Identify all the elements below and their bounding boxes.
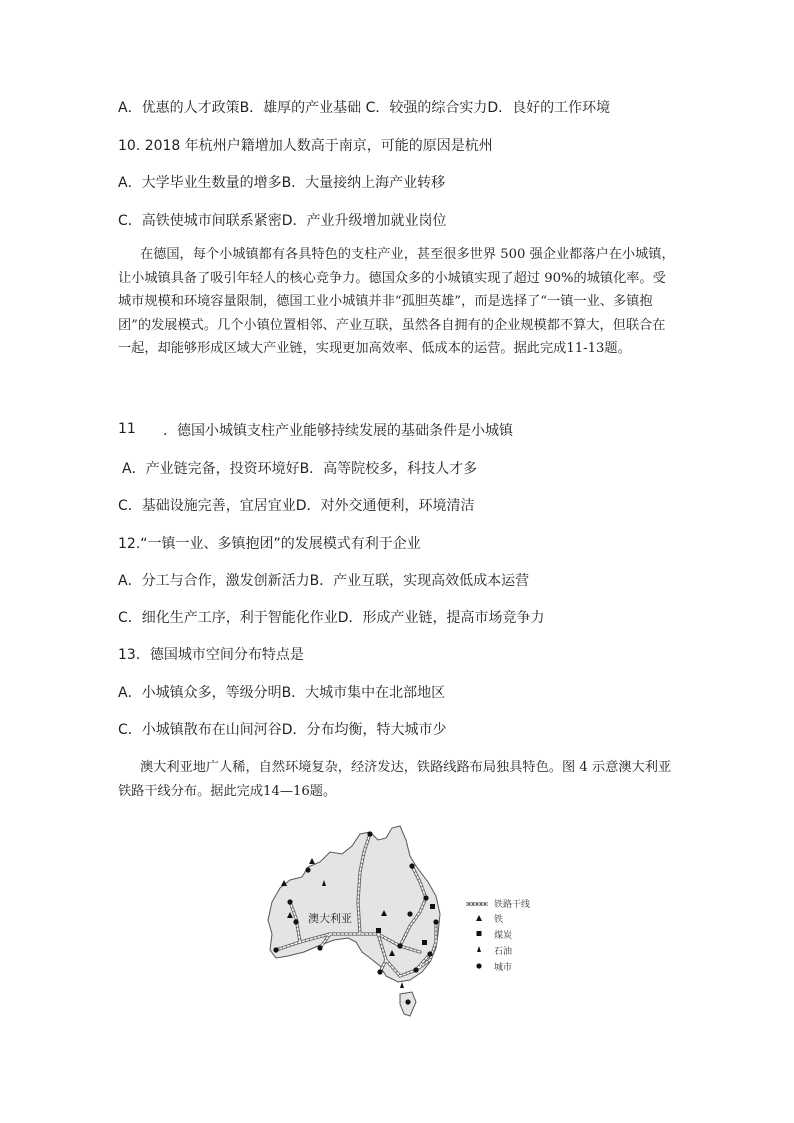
q10-options-ab: A．大学毕业生数量的增多B．大量接纳上海产业转移 <box>118 175 446 191</box>
iron-triangle <box>309 858 315 864</box>
q11-number: 11 <box>118 421 136 437</box>
q13-options-cd: C．小城镇散布在山间河谷D．分布均衡，特大城市少 <box>118 722 447 738</box>
oil-teardrop <box>400 982 404 988</box>
legend-iron-symbol <box>476 915 482 921</box>
city-dot <box>405 999 410 1004</box>
legend-oil-label: 石油 <box>494 947 513 957</box>
city-dot <box>423 895 428 900</box>
q13-options-ab: A．小城镇众多，等级分明B．大城市集中在北部地区 <box>118 685 446 701</box>
legend-city-label: 城市 <box>494 963 513 973</box>
city-dot <box>397 943 402 948</box>
passage-germany-text: 在德国，每个小城镇都有各具特色的支柱产业，甚至很多世界 500 强企业都落户在小城镇，让小城镇具备了吸引年轻人的核心竞争力。德国众多的小城镇实现了超过 90%的城镇化率。受城市规模和环境容量限制，德国工业小城镇并非“孤胆英雄”，而是选择了“一镇一业、多镇抱团”的发展模式。几个小镇位置相邻、产业互联，虽然各自拥有的企业规模都不算大，但联合在一起，却能够形成区域大产业链，实现更加高效率、低成本的运营。据此完成11-13题。 <box>118 247 675 356</box>
city-dot <box>273 947 278 952</box>
city-dot <box>413 967 418 972</box>
legend-city-symbol <box>476 963 481 968</box>
q9-options: A．优惠的人才政策B．雄厚的产业基础 C．较强的综合实力D．良好的工作环境 <box>118 100 611 116</box>
coal-square <box>376 928 381 933</box>
australia-mainland <box>268 826 440 982</box>
legend-railway-label: 铁路干线 <box>494 900 531 910</box>
australia-railway-map <box>260 822 560 1027</box>
q10-stem: 10. 2018 年杭州户籍增加人数高于南京，可能的原因是杭州 <box>118 138 493 154</box>
city-dot <box>407 911 412 916</box>
legend-coal-label: 煤炭 <box>494 931 513 941</box>
city-dot <box>305 867 310 872</box>
city-dot <box>427 951 432 956</box>
q12-stem: 12.“一镇一业、多镇抱团”的发展模式有利于企业 <box>118 536 421 552</box>
coal-square <box>422 940 427 945</box>
legend-coal-symbol <box>477 931 482 936</box>
passage-australia <box>118 756 678 803</box>
map-legend <box>466 898 530 973</box>
city-dot <box>367 831 372 836</box>
city-dot <box>293 919 298 924</box>
q13-stem: 13．德国城市空间分布特点是 <box>118 647 304 663</box>
q11-stem: ．德国小城镇支柱产业能够持续发展的基础条件是小城镇 <box>163 423 513 439</box>
city-dot <box>409 863 414 868</box>
passage-australia-text: 澳大利亚地广人稀，自然环境复杂，经济发达，铁路线路布局独具特色。图 4 示意澳大利亚铁路干线分布。据此完成14—16题。 <box>118 760 672 799</box>
city-dot <box>317 945 322 950</box>
city-dot <box>287 899 292 904</box>
q10-options-cd: C．高铁使城市间联系紧密D．产业升级增加就业岗位 <box>118 213 447 229</box>
q12-options-cd: C．细化生产工序，利于智能化作业D．形成产业链，提高市场竞争力 <box>118 610 545 626</box>
legend-iron-label: 铁 <box>494 915 504 925</box>
map-country-label: 澳大利亚 <box>308 912 352 925</box>
coal-square <box>430 904 435 909</box>
q11-options-cd: C．基础设施完善，宜居宜业D．对外交通便利，环境清洁 <box>118 498 475 514</box>
passage-germany <box>118 243 678 361</box>
city-dot <box>433 919 438 924</box>
q11-options-ab: A．产业链完备，投资环境好B．高等院校多，科技人才多 <box>122 461 478 477</box>
city-dot <box>377 969 382 974</box>
legend-oil-symbol <box>477 946 481 952</box>
q12-options-ab: A．分工与合作，激发创新活力B．产业互联，实现高效低成本运营 <box>118 573 530 589</box>
